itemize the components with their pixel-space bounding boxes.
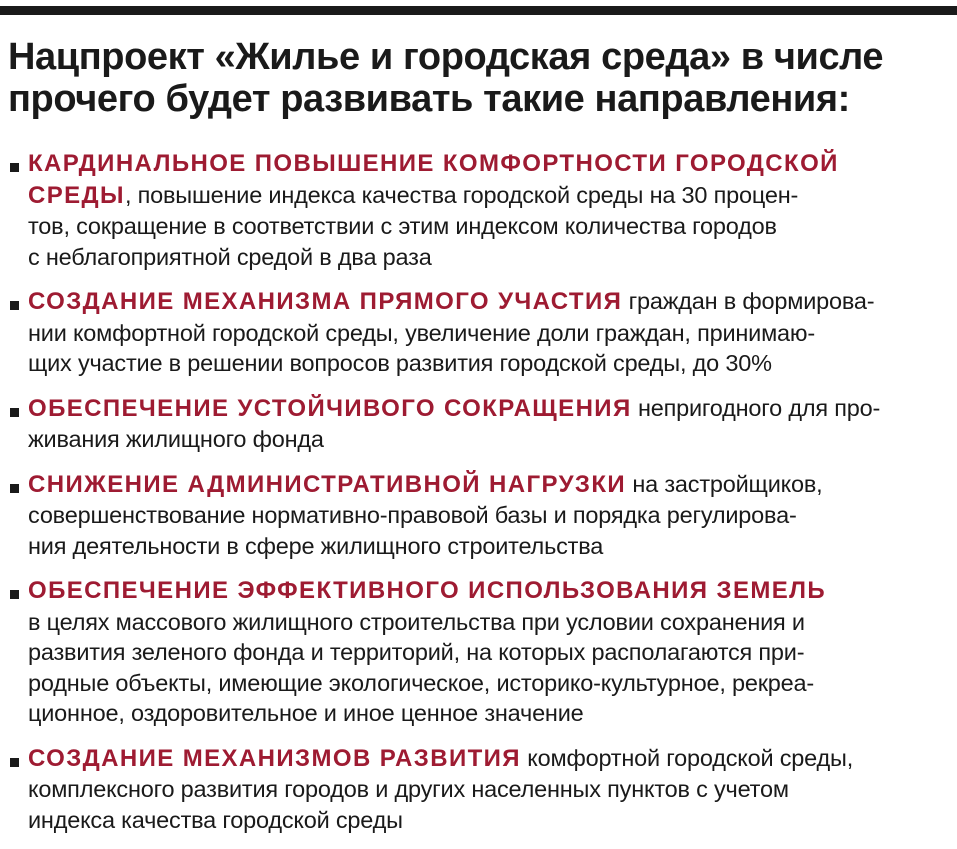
body-text: щих участие в решении вопросов развития городской среды, до 30% (28, 350, 772, 376)
body-text: родные объекты, имеющие экологическое, историко-культурное, рекреа- (28, 669, 815, 696)
item-line (28, 774, 957, 805)
body-text: непригодного для про- (631, 394, 881, 421)
list-item (0, 286, 957, 379)
list-item (0, 469, 957, 562)
body-text: совершенствование нормативно-правовой базы и порядка регулирова- (28, 502, 797, 528)
highlight-text: СОЗДАНИЕ МЕХАНИЗМА ПРЯМОГО УЧАСТИЯ (28, 288, 623, 315)
list-item (0, 743, 957, 836)
headline-line-1: Нацпроект «Жилье и городская среда» в числе (8, 36, 884, 78)
item-line (28, 607, 957, 638)
top-rule (0, 6, 957, 15)
body-text: тов, сокращение в соответствии с этим индексом количества городов (28, 213, 777, 239)
item-line (28, 805, 957, 836)
item-line (28, 743, 957, 775)
body-text: нии комфортной городской среды, увеличение доли граждан, принимаю- (28, 319, 815, 346)
body-text: в целях массового жилищного строительства при условии сохранения и (28, 608, 805, 635)
body-text: ционное, оздоровительное и иное ценное значение (28, 700, 584, 726)
headline (8, 36, 953, 120)
item-line (28, 286, 957, 318)
headline-line-2: прочего будет развивать такие направления: (8, 78, 850, 120)
square-bullet-icon (10, 484, 19, 493)
highlight-text: ОБЕСПЕЧЕНИЕ ЭФФЕКТИВНОГО ИСПОЛЬЗОВАНИЯ ЗЕМЕЛЬ (28, 577, 827, 604)
body-text: комплексного развития городов и других населенных пунктов с учетом (28, 776, 789, 802)
item-line (28, 348, 957, 379)
item-line (28, 180, 957, 212)
item-line (28, 500, 957, 531)
square-bullet-icon (10, 408, 19, 417)
item-line (28, 469, 957, 501)
highlight-text: ОБЕСПЕЧЕНИЕ УСТОЙЧИВОГО СОКРАЩЕНИЯ (28, 394, 632, 422)
body-text: на застройщиков, (626, 470, 823, 497)
highlight-text: СОЗДАНИЕ МЕХАНИЗМОВ РАЗВИТИЯ (28, 744, 521, 772)
item-line (28, 242, 957, 273)
item-line (28, 668, 957, 699)
item-line (28, 424, 957, 455)
body-text: ния деятельности в сфере жилищного строительства (28, 532, 604, 559)
highlight-text: КАРДИНАЛЬНОЕ ПОВЫШЕНИЕ КОМФОРТНОСТИ ГОРОДСКОЙ (28, 150, 839, 177)
item-line (28, 393, 957, 425)
square-bullet-icon (10, 590, 19, 599)
item-line (28, 531, 957, 562)
list-item (0, 575, 957, 729)
item-line (28, 148, 957, 180)
list-item (0, 148, 957, 272)
body-text: , повышение индекса качества городской среды на 30 процен- (124, 181, 799, 208)
body-text: граждан в формирова- (622, 288, 875, 314)
body-text: с неблагоприятной средой в два раза (28, 243, 432, 270)
square-bullet-icon (10, 758, 19, 767)
item-line (28, 318, 957, 349)
highlight-text: СРЕДЫ (28, 181, 125, 209)
square-bullet-icon (10, 163, 19, 172)
item-line (28, 698, 957, 729)
body-text: комфортной городской среды, (520, 744, 854, 771)
body-text: живания жилищного фонда (28, 426, 324, 452)
square-bullet-icon (10, 301, 19, 310)
body-text: развития зеленого фонда и территорий, на которых располагаются при- (28, 639, 805, 665)
highlight-text: СНИЖЕНИЕ АДМИНИСТРАТИВНОЙ НАГРУЗКИ (28, 470, 627, 498)
item-line (28, 575, 957, 607)
item-line (28, 637, 957, 668)
directions-list (0, 148, 957, 849)
body-text: индекса качества городской среды (28, 806, 403, 833)
list-item (0, 393, 957, 455)
item-line (28, 211, 957, 242)
